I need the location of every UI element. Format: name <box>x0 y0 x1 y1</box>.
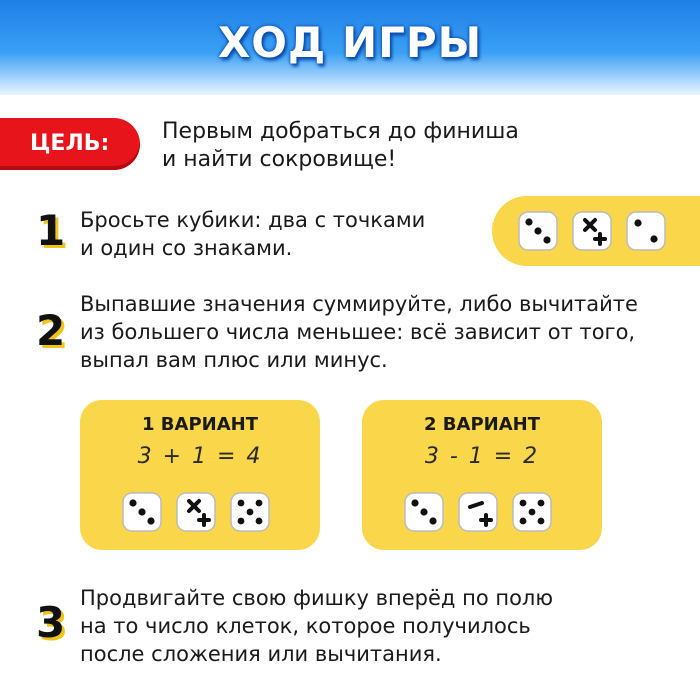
step-2-line-2: из большего числа меньшее: всё зависит от того, <box>80 320 636 344</box>
step-1-text <box>80 206 500 262</box>
die-dots-5-icon <box>228 490 272 534</box>
variant-2-title: 2 ВАРИАНТ <box>424 414 540 435</box>
die-dots-2-icon <box>624 209 668 253</box>
step-2-line-3: выпал вам плюс или минус. <box>80 348 388 372</box>
die-dots-3-icon <box>120 490 164 534</box>
variant-1-title: 1 ВАРИАНТ <box>142 414 258 435</box>
step-3-line-2: на то число клеток, которое получилось <box>80 614 531 638</box>
die-sign-icon <box>570 209 614 253</box>
die-dots-3-icon <box>402 490 446 534</box>
top-dice-row <box>516 209 668 253</box>
step-3-line-3: после сложения или вычитания. <box>80 642 442 666</box>
die-sign-minus-icon <box>456 490 500 534</box>
die-dots-3-icon <box>516 209 560 253</box>
variant-1-card <box>80 400 320 550</box>
page-title: ХОД ИГРЫ <box>217 18 483 67</box>
step-1-number: 1 <box>36 206 66 255</box>
goal-tag-label: ЦЕЛЬ: <box>30 131 110 156</box>
goal-tag <box>0 118 140 170</box>
step-3-text <box>80 584 690 668</box>
step-2-text <box>80 290 690 374</box>
variant-2-dice <box>402 490 554 534</box>
die-sign-plus-icon <box>174 490 218 534</box>
step-2-number: 2 <box>36 306 66 355</box>
step-1-line-1: Бросьте кубики: два с точками <box>80 208 426 232</box>
step-1-line-2: и один со знаками. <box>80 236 293 260</box>
step-3-number: 3 <box>36 598 66 647</box>
variant-1-dice <box>120 490 272 534</box>
goal-line-1: Первым добраться до финиша <box>162 119 519 144</box>
variant-2-card <box>362 400 602 550</box>
step-2-line-1: Выпавшие значения суммируйте, либо вычитайте <box>80 292 638 316</box>
goal-line-2: и найти сокровище! <box>162 147 397 172</box>
variant-1-equation: 3 + 1 = 4 <box>137 444 263 469</box>
variant-2-equation: 3 - 1 = 2 <box>424 444 540 469</box>
goal-text <box>162 118 582 174</box>
die-dots-5-icon <box>510 490 554 534</box>
step-3-line-1: Продвигайте свою фишку вперёд по полю <box>80 586 554 610</box>
